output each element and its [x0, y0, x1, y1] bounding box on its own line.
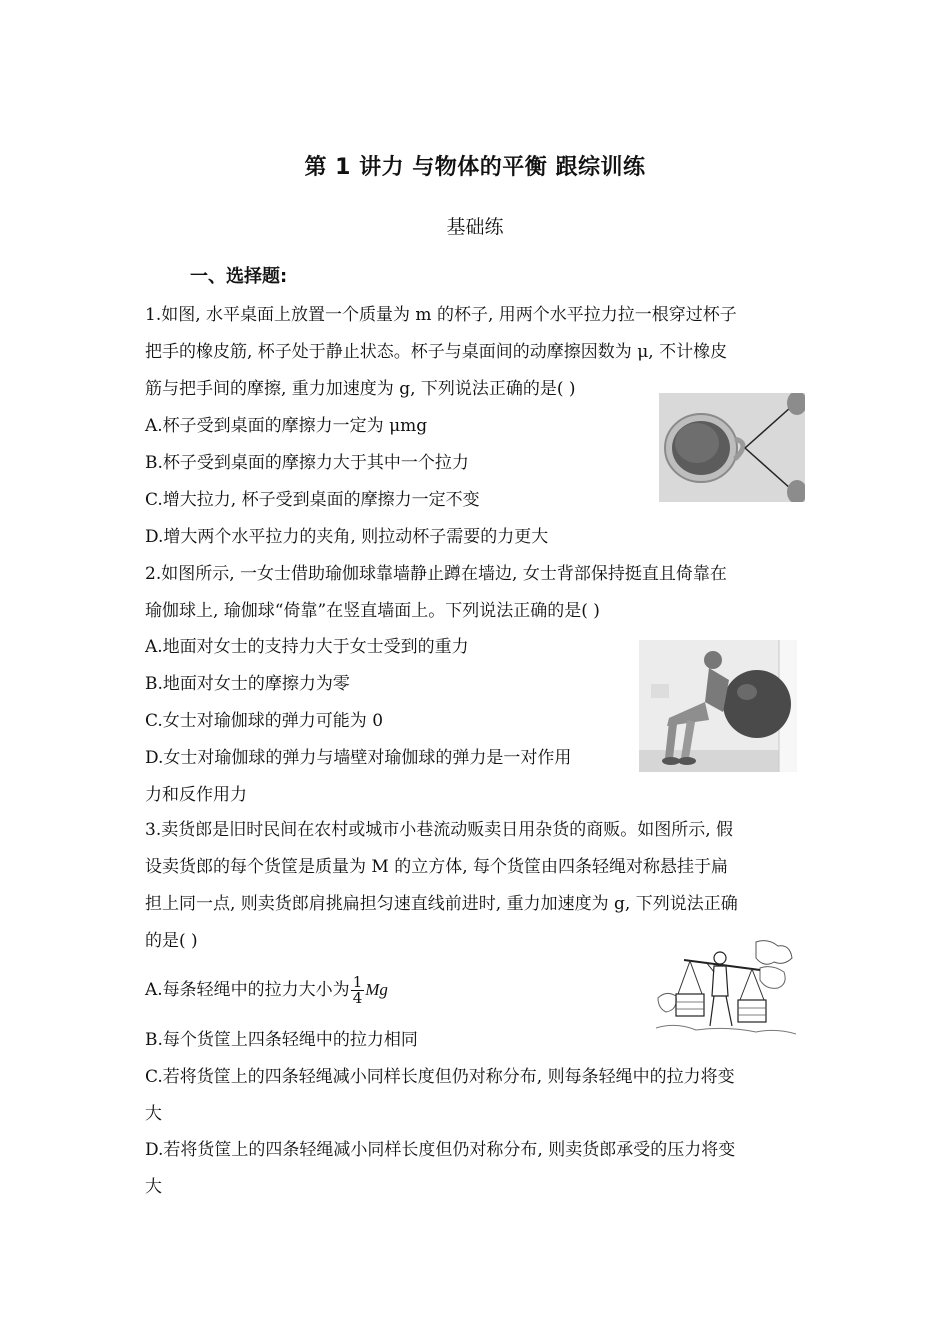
- q2-option-c: C.女士对瑜伽球的弹力可能为 0: [145, 711, 384, 731]
- one-quarter-fraction: $\frac{1}{4}$: [352, 973, 363, 1007]
- q3-option-c-line2: 大: [145, 1104, 162, 1124]
- q3-option-a-text: A.每条轻绳中的拉力大小为: [145, 980, 350, 1000]
- q2-option-d-line2: 力和反作用力: [145, 785, 247, 805]
- q3-stem-line1: 3.卖货郎是旧时民间在农村或城市小巷流动贩卖日用杂货的商贩。如图所示, 假: [145, 820, 734, 840]
- q2-option-a: A.地面对女士的支持力大于女士受到的重力: [145, 637, 469, 657]
- q3-option-a-mg: Mg: [365, 980, 388, 999]
- q3-option-d-line1: D.若将货筐上的四条轻绳减小同样长度但仍对称分布, 则卖货郎承受的压力将变: [145, 1140, 736, 1160]
- page-title: 第 1 讲力 与物体的平衡 跟综训练: [304, 155, 646, 180]
- cup-figure: [659, 393, 805, 502]
- q3-option-a: [145, 975, 388, 1006]
- section-heading: 一、选择题:: [190, 266, 288, 287]
- q3-stem-line2: 设卖货郎的每个货筐是质量为 M 的立方体, 每个货筐由四条轻绳对称悬挂于扁: [145, 857, 729, 877]
- q3-option-b: B.每个货筐上四条轻绳中的拉力相同: [145, 1030, 418, 1050]
- q2-option-b: B.地面对女士的摩擦力为零: [145, 674, 350, 694]
- q1-option-a: A.杯子受到桌面的摩擦力一定为 μmg: [145, 416, 428, 436]
- q1-option-b: B.杯子受到桌面的摩擦力大于其中一个拉力: [145, 453, 469, 473]
- q2-option-d-line1: D.女士对瑜伽球的弹力与墙壁对瑜伽球的弹力是一对作用: [145, 748, 572, 768]
- page-subtitle: 基础练: [446, 216, 504, 238]
- q3-stem-line4: 的是( ): [145, 931, 198, 951]
- q2-stem-line2: 瑜伽球上, 瑜伽球“倚靠”在竖直墙面上。下列说法正确的是( ): [145, 601, 600, 621]
- q1-option-c: C.增大拉力, 杯子受到桌面的摩擦力一定不变: [145, 490, 480, 510]
- peddler-figure: [656, 938, 796, 1045]
- q2-stem-line1: 2.如图所示, 一女士借助瑜伽球靠墙静止蹲在墙边, 女士背部保持挺直且倚靠在: [145, 564, 727, 584]
- q1-stem-line2: 把手的橡皮筋, 杯子处于静止状态。杯子与桌面间的动摩擦因数为 μ, 不计橡皮: [145, 342, 728, 362]
- q1-option-d: D.增大两个水平拉力的夹角, 则拉动杯子需要的力更大: [145, 527, 549, 547]
- q3-stem-line3: 担上同一点, 则卖货郎肩挑扁担匀速直线前进时, 重力加速度为 g, 下列说法正确: [145, 894, 738, 914]
- q3-option-c-line1: C.若将货筐上的四条轻绳减小同样长度但仍对称分布, 则每条轻绳中的拉力将变: [145, 1067, 735, 1087]
- yoga-ball-figure: [639, 640, 797, 772]
- q3-option-d-line2: 大: [145, 1177, 162, 1197]
- q1-stem-line1: 1.如图, 水平桌面上放置一个质量为 m 的杯子, 用两个水平拉力拉一根穿过杯子: [145, 305, 737, 325]
- q1-stem-line3: 筋与把手间的摩擦, 重力加速度为 g, 下列说法正确的是( ): [145, 379, 576, 399]
